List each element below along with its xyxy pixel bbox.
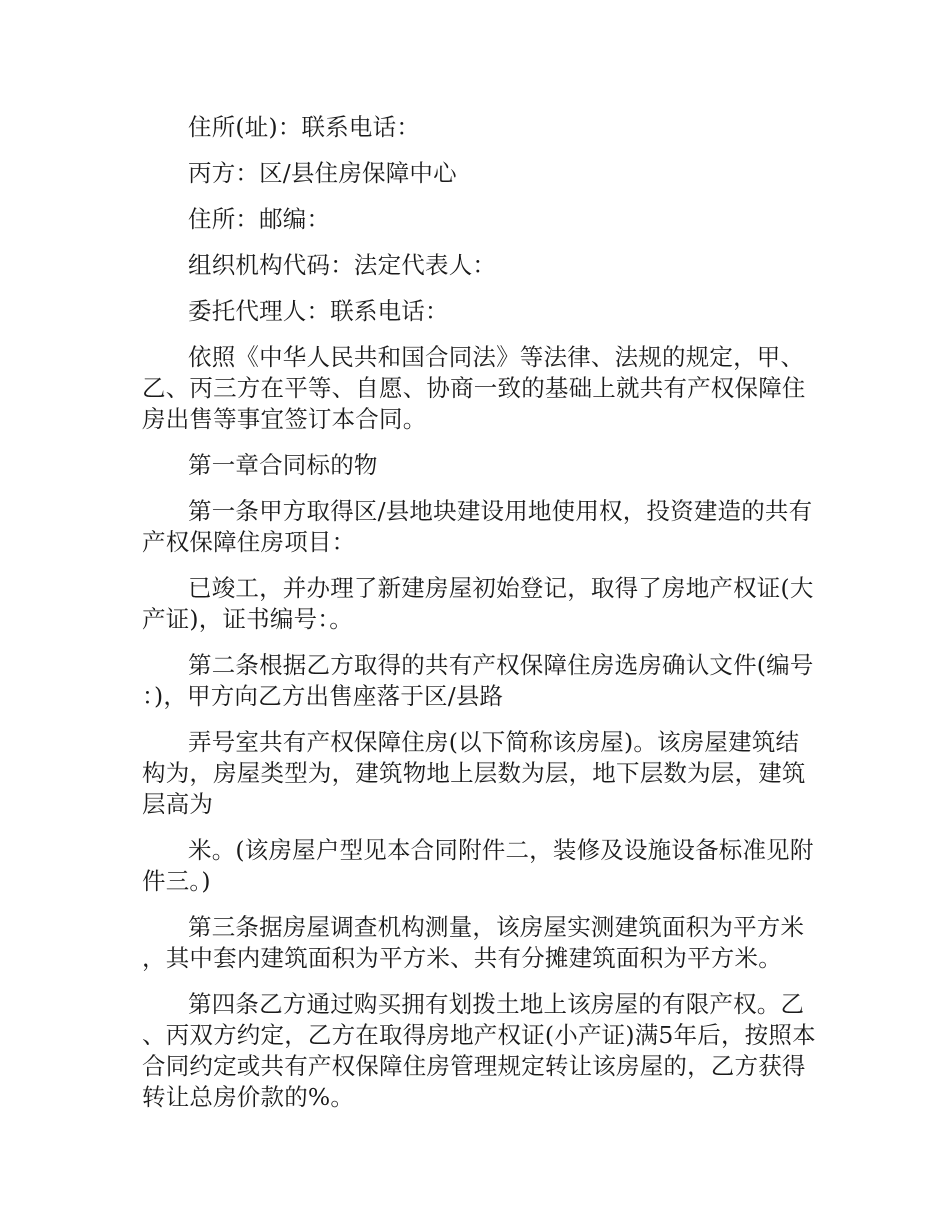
article-3: 第三条据房屋调查机构测量，该房屋实测建筑面积为平方米，其中套内建筑面积为平方米、共有分摊建筑面积为平方米。 [142, 913, 805, 972]
chapter-heading: 第一章合同标的物 [188, 451, 378, 479]
article-4: 第四条乙方通过购买拥有划拨土地上该房屋的有限产权。乙、丙双方约定，乙方在取得房地产权证(小产证)满5年后，按照本合同约定或共有产权保障住房管理规定转让该房屋的，乙方获得转让总房价款的%。 [142, 990, 816, 1111]
paragraph-agent-phone: 委托代理人：联系电话： [188, 297, 449, 325]
paragraph-residence-phone: 住所(址)：联系电话： [188, 113, 421, 141]
article-1-completion: 已竣工，并办理了新建房屋初始登记，取得了房地产权证(大产证)，证书编号：。 [142, 574, 814, 633]
paragraph-org-code-legal-rep: 组织机构代码：法定代表人： [188, 251, 497, 279]
article-2: 第二条根据乙方取得的共有产权保障住房选房确认文件(编号：)，甲方向乙方出售座落于区/县路 [142, 651, 814, 710]
paragraph-preamble: 依照《中华人民共和国合同法》等法律、法规的规定，甲、乙、丙三方在平等、自愿、协商一致的基础上就共有产权保障住房出售等事宜签订本合同。 [142, 343, 806, 433]
article-2-annex-note: 米。(该房屋户型见本合同附件二，装修及设施设备标准见附件三。) [142, 836, 814, 895]
paragraph-residence-postcode: 住所：邮编： [188, 205, 331, 233]
paragraph-party-c: 丙方：区/县住房保障中心 [188, 159, 457, 187]
article-1: 第一条甲方取得区/县地块建设用地使用权，投资建造的共有产权保障住房项目： [142, 497, 813, 556]
article-2-structure: 弄号室共有产权保障住房(以下简称该房屋)。该房屋建筑结构为，房屋类型为，建筑物地上层数为层，地下层数为层，建筑层高为 [142, 728, 806, 818]
